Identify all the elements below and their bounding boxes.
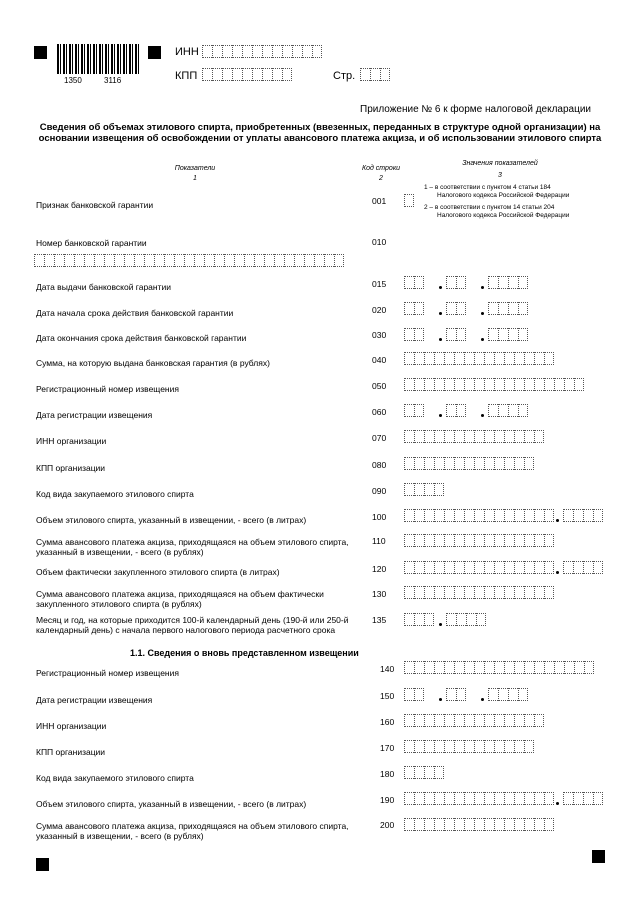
row-code-170: 170 — [380, 743, 395, 753]
field-060-month[interactable] — [446, 404, 466, 417]
row-label-030: Дата окончания срока действия банковской гарантии — [36, 333, 247, 343]
barcode-number-1: 1350 — [64, 76, 82, 85]
row-code-135: 135 — [372, 615, 387, 625]
field-015-year[interactable] — [488, 276, 528, 289]
row-label-020: Дата начала срока действия банковской гарантии — [36, 308, 234, 318]
field-020-day[interactable] — [404, 302, 424, 315]
form-title: Сведения об объемах этилового спирта, приобретенных (ввезенных, переданных в структуре одной организации) на основании извещения об освобождении от уплаты авансового платежа акциза, и об использовании этилового спирта — [38, 122, 602, 144]
row-code-020: 020 — [372, 305, 387, 315]
row-code-120: 120 — [372, 564, 387, 574]
row-code-040: 040 — [372, 355, 387, 365]
row-code-070: 070 — [372, 433, 387, 443]
row-label-160: ИНН организации — [36, 721, 107, 731]
row-label-070: ИНН организации — [36, 436, 107, 446]
row-code-001: 001 — [372, 196, 387, 206]
col1-number: 1 — [193, 175, 197, 182]
inn-field[interactable] — [202, 45, 322, 58]
field-090[interactable] — [404, 483, 444, 496]
row-label-050: Регистрационный номер извещения — [36, 384, 179, 394]
field-050[interactable] — [404, 378, 584, 391]
field-180[interactable] — [404, 766, 444, 779]
field-140[interactable] — [404, 661, 594, 674]
field-100[interactable] — [404, 509, 554, 522]
note-2: 2 – в соответствии с пунктом 14 статьи 204 — [424, 204, 555, 211]
field-010[interactable] — [34, 254, 344, 267]
row-code-160: 160 — [380, 717, 395, 727]
row-code-030: 030 — [372, 330, 387, 340]
kpp-label: КПП — [175, 70, 198, 82]
row-code-180: 180 — [380, 769, 395, 779]
field-070[interactable] — [404, 430, 544, 443]
row-label-135: Месяц и год, на которые приходится 100-й календарный день (190-й или 250-й календарный день) с начала первого налогового периода расчетного срока — [36, 615, 349, 635]
field-170[interactable] — [404, 740, 534, 753]
field-100-frac[interactable] — [563, 509, 603, 522]
row-code-110: 110 — [372, 536, 386, 546]
corner-marker-top-left — [34, 46, 47, 59]
corner-marker-top-mid — [148, 46, 161, 59]
field-130[interactable] — [404, 586, 554, 599]
field-030-year[interactable] — [488, 328, 528, 341]
field-030-month[interactable] — [446, 328, 466, 341]
note-1b: Налогового кодекса Российской Федерации — [437, 192, 570, 199]
row-code-050: 050 — [372, 381, 387, 391]
row-code-200: 200 — [380, 820, 395, 830]
row-label-080: КПП организации — [36, 463, 106, 473]
field-135-year[interactable] — [446, 613, 486, 626]
row-code-100: 100 — [372, 512, 387, 522]
row-code-060: 060 — [372, 407, 387, 417]
field-150-day[interactable] — [404, 688, 424, 701]
field-190[interactable] — [404, 792, 554, 805]
field-020-month[interactable] — [446, 302, 466, 315]
row-label-060: Дата регистрации извещения — [36, 410, 153, 420]
field-200[interactable] — [404, 818, 554, 831]
row-label-040: Сумма, на которую выдана банковская гарантия (в рублях) — [36, 358, 270, 368]
corner-marker-bottom-left — [36, 858, 49, 871]
row-label-100: Объем этилового спирта, указанный в извещении, - всего (в литрах) — [36, 515, 307, 525]
row-label-010: Номер банковской гарантии — [36, 238, 147, 248]
field-015-month[interactable] — [446, 276, 466, 289]
row-label-170: КПП организации — [36, 747, 106, 757]
row-label-001: Признак банковской гарантии — [36, 200, 154, 210]
barcode-number-2: 3116 — [104, 76, 122, 85]
field-160[interactable] — [404, 714, 544, 727]
row-code-190: 190 — [380, 795, 395, 805]
field-150-month[interactable] — [446, 688, 466, 701]
inn-label: ИНН — [175, 46, 199, 58]
col3-header: Значения показателей — [462, 160, 538, 167]
field-040[interactable] — [404, 352, 554, 365]
field-190-frac[interactable] — [563, 792, 603, 805]
page-field[interactable] — [360, 68, 390, 81]
barcode — [57, 44, 139, 74]
field-015-day[interactable] — [404, 276, 424, 289]
row-label-200: Сумма авансового платежа акциза, приходящаяся на объем этилового спирта, указанный в извещении, - всего (в рублях) — [36, 821, 349, 841]
field-135-month[interactable] — [404, 613, 434, 626]
field-001[interactable] — [404, 194, 414, 207]
row-label-015: Дата выдачи банковской гарантии — [36, 282, 171, 292]
row-code-150: 150 — [380, 691, 395, 701]
row-code-090: 090 — [372, 486, 387, 496]
row-label-130: Сумма авансового платежа акциза, приходящаяся на объем фактически закупленного этилового спирта (в рублях) — [36, 589, 324, 609]
field-020-year[interactable] — [488, 302, 528, 315]
row-label-110: Сумма авансового платежа акциза, приходящаяся на объем этилового спирта, указанный в извещении, - всего (в рублях) — [36, 537, 349, 557]
row-label-150: Дата регистрации извещения — [36, 695, 153, 705]
note-1: 1 – в соответствии с пунктом 4 статьи 184 — [424, 184, 551, 191]
section-1-1-title: 1.1. Сведения о вновь представленном извещении — [130, 648, 359, 658]
row-label-190: Объем этилового спирта, указанный в извещении, - всего (в литрах) — [36, 799, 307, 809]
row-label-090: Код вида закупаемого этилового спирта — [36, 489, 194, 499]
field-060-year[interactable] — [488, 404, 528, 417]
field-120[interactable] — [404, 561, 554, 574]
field-150-year[interactable] — [488, 688, 528, 701]
corner-marker-bottom-right — [592, 850, 605, 863]
row-label-180: Код вида закупаемого этилового спирта — [36, 773, 194, 783]
row-code-140: 140 — [380, 664, 395, 674]
note-2b: Налогового кодекса Российской Федерации — [437, 212, 570, 219]
row-code-015: 015 — [372, 279, 387, 289]
appendix-text: Приложение № 6 к форме налоговой декларации — [360, 104, 592, 115]
row-code-010: 010 — [372, 237, 387, 247]
col2-header: Код строки — [361, 165, 401, 172]
field-030-day[interactable] — [404, 328, 424, 341]
col1-header: Показатели — [174, 165, 216, 172]
field-110[interactable] — [404, 534, 554, 547]
field-080[interactable] — [404, 457, 534, 470]
kpp-field[interactable] — [202, 68, 292, 81]
row-code-130: 130 — [372, 589, 387, 599]
row-label-120: Объем фактически закупленного этилового спирта (в литрах) — [36, 567, 280, 577]
row-code-080: 080 — [372, 460, 387, 470]
col2-number: 2 — [379, 175, 383, 182]
field-060-day[interactable] — [404, 404, 424, 417]
col3-number: 3 — [498, 172, 502, 179]
field-120-frac[interactable] — [563, 561, 603, 574]
row-label-140: Регистрационный номер извещения — [36, 668, 179, 678]
page-label: Стр. — [333, 70, 356, 82]
